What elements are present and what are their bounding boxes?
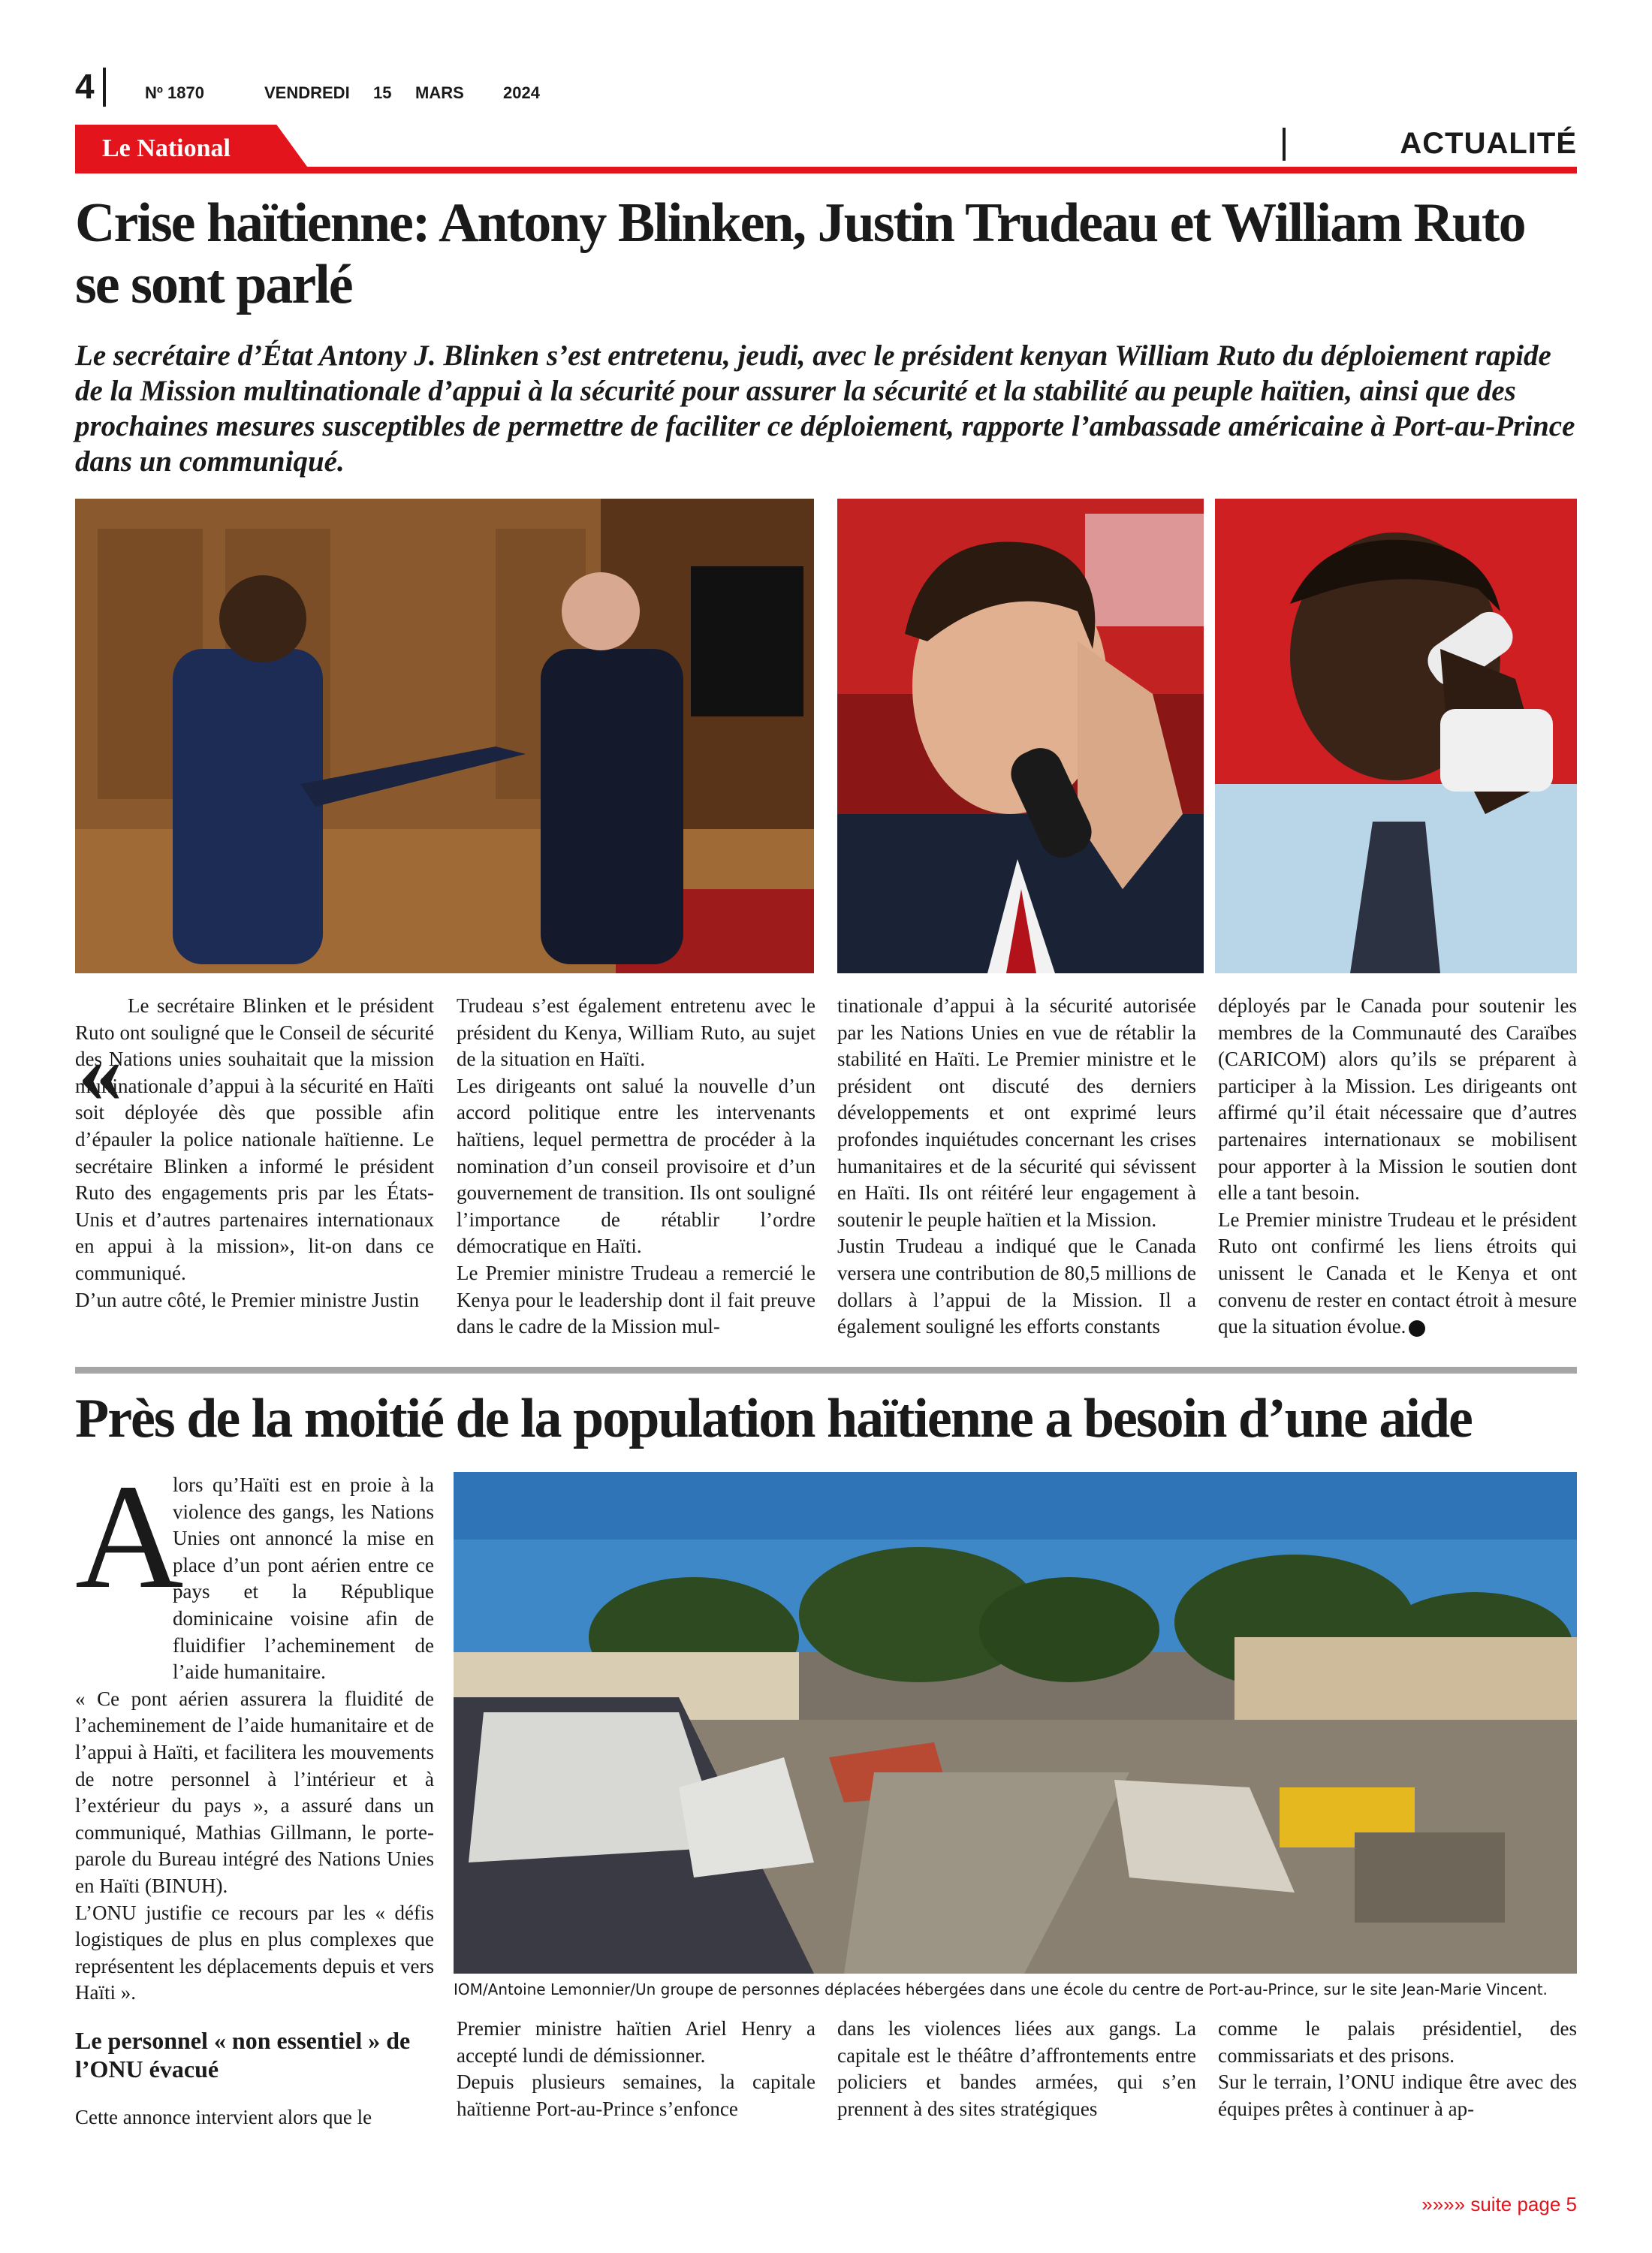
end-of-article-mark xyxy=(1409,1320,1425,1337)
issue-day: VENDREDI xyxy=(264,83,350,102)
issue-month: MARS xyxy=(415,83,464,102)
article2-dropcap: A xyxy=(75,1454,184,1620)
article2-paragraph-3: L’ONU justifie ce recours par les « défis logistiques de plus en plus complexes que représentent les déplacements depuis et vers Haïti ». xyxy=(75,1901,434,2004)
photo-trudeau-phone xyxy=(837,499,1204,973)
opening-quote-mark: « xyxy=(78,1023,122,1121)
article2-paragraph-2: « Ce pont aérien assurera la fluidité de l’acheminement de l’aide humanitaire et de l’appui à Haïti, et facilitera les mouvements de notre personnel à l’intérieur et à l’extérieur du pays », a assuré dans un communiqué, Mathias Gillmann, le porte-parole du Bureau intégré des Nations Unies en Haïti (BINUH). xyxy=(75,1687,434,1897)
article2-column-4 xyxy=(1218,2016,1577,2122)
article1-column-4 xyxy=(1218,993,1577,1341)
article1-col4-paragraph-2: Le Premier ministre Trudeau et le président Ruto ont confirmé les liens étroits qui unissent le Canada et le Kenya et ont convenu de rester en contact étroit à mesure que la situation évolue. xyxy=(1218,1208,1577,1338)
article1-col4-paragraph-1: déployés par le Canada pour soutenir les membres de la Communauté des Caraïbes (CARICOM) alors qu’ils se préparent à participer à la Mission. Les dirigeants ont affirmé qu’il était nécessaire que d’autres partenaires internationaux se mobilisent pour apporter à la Mission le soutien dont elle a tant besoin. xyxy=(1218,994,1577,1205)
article1-column-2 xyxy=(457,993,815,1341)
article1-column-3 xyxy=(837,993,1196,1341)
brand-name: Le National xyxy=(102,134,231,162)
article2-paragraph-4: Cette annonce intervient alors que le xyxy=(75,2105,372,2128)
article1-headline: Crise haïtienne: Antony Blinken, Justin Trudeau et William Ruto se sont parlé xyxy=(75,192,1525,315)
section-title: ACTUALITÉ xyxy=(1400,127,1577,160)
photo-displaced-camp xyxy=(454,1472,1577,1974)
article2-column-2 xyxy=(457,2016,815,2122)
page-number: 4 xyxy=(75,67,95,106)
page-number-divider xyxy=(103,68,106,107)
article1-column-1 xyxy=(75,993,434,1313)
article1-col2-paragraph-1: Trudeau s’est également entretenu avec le président du Kenya, William Ruto, au sujet de la situation en Haïti. xyxy=(457,994,815,1071)
header-red-rule xyxy=(75,167,1577,173)
article2-col2-paragraph-1: Premier ministre haïtien Ariel Henry a accepté lundi de démissionner. xyxy=(457,2017,815,2067)
issue-date: 15 xyxy=(373,83,392,102)
article-separator-rule xyxy=(75,1367,1577,1374)
article2-col3-paragraph-1: dans les violences liées aux gangs. La capitale est le théâtre d’affrontements entre policiers et bandes armées, qui s’en prennent à des sites stratégiques xyxy=(837,2017,1196,2120)
photo-caption: IOM/Antoine Lemonnier/Un groupe de personnes déplacées hébergées dans une école du centre de Port-au-Prince, sur le site Jean-Marie Vincent. xyxy=(454,1980,1548,1998)
article2-headline: Près de la moitié de la population haïtienne a besoin d’une aide xyxy=(75,1388,1472,1449)
article2-col4-paragraph-1: comme le palais présidentiel, des commissariats et des prisons. xyxy=(1218,2017,1577,2067)
issue-number: Nº 1870 xyxy=(145,83,204,102)
article1-col1-paragraph-1: Le secrétaire Blinken et le président Ruto ont souligné que le Conseil de sécurité des Nations unies souhaitait que la mission multinationale d’appui à la sécurité en Haïti soit déployée dès que possible afin d’épauler la police nationale haïtienne. Le secrétaire Blinken a informé le président Ruto des engagements pris par les États-Unis et d’autres partenaires internationaux en appui à la mission», lit-on dans ce communiqué. xyxy=(75,994,434,1284)
article1-col1-paragraph-2: D’un autre côté, le Premier ministre Justin xyxy=(75,1288,420,1311)
article2-column-3 xyxy=(837,2016,1196,2122)
article1-col2-paragraph-3: Le Premier ministre Trudeau a remercié le Kenya pour le leadership dont il fait preuve dans le cadre de la Mission mul- xyxy=(457,1261,815,1338)
section-divider xyxy=(1283,128,1286,161)
article1-lede: Le secrétaire d’État Antony J. Blinken s’est entretenu, jeudi, avec le président kenyan William Ruto du déploiement rapide de la Mission multinationale d’appui à la sécurité pour assurer la sécurité et la stabilité au peuple haïtien, ainsi que des prochaines mesures susceptibles de permettre de faciliter ce déploiement, rapporte l’ambassade américaine à Port-au-Prince dans un communiqué. xyxy=(75,339,1575,478)
article2-subhead: Le personnel « non essentiel » de l’ONU évacué xyxy=(75,2026,411,2083)
article2-paragraph-1: lors qu’Haïti est en proie à la violence des gangs, les Nations Unies ont annoncé la mise en place d’un pont aérien entre ce pays et la République dominicaine voisine afin de fluidifier l’acheminement de l’aide humanitaire. xyxy=(173,1473,434,1684)
article2-column-1 xyxy=(75,1454,434,2131)
article2-col2-paragraph-2: Depuis plusieurs semaines, la capitale haïtienne Port-au-Prince s’enfonce xyxy=(457,2071,815,2120)
article1-col3-paragraph-1: tinationale d’appui à la sécurité autorisée par les Nations Unies en vue de rétablir la stabilité en Haïti. Le Premier ministre et le président ont discuté des derniers développements et ont exprimé leurs profondes inquiétudes concernant les crises humanitaires et de la sécurité qui sévissent en Haïti. Ils ont réitéré leur engagement à soutenir le peuple haïtien et la Mission. xyxy=(837,994,1196,1231)
continued-on-page-link[interactable]: »»»» suite page 5 xyxy=(1421,2193,1577,2215)
article1-col3-paragraph-2: Justin Trudeau a indiqué que le Canada versera une contribution de 80,5 millions de dollars à l’appui de la Mission. Il a également souligné les efforts constants xyxy=(837,1235,1196,1338)
issue-year: 2024 xyxy=(503,83,540,102)
photo-blinken-ruto-handshake xyxy=(75,499,814,973)
photo-ruto-phone xyxy=(1215,499,1577,973)
article1-col2-paragraph-2: Les dirigeants ont salué la nouvelle d’un accord politique entre les intervenants haïtiens, lequel permettra de procéder à la nomination d’un conseil provisoire et d’un gouvernement de transition. Ils ont souligné l’importance de rétablir l’ordre démocratique en Haïti. xyxy=(457,1074,815,1258)
article2-col4-paragraph-2: Sur le terrain, l’ONU indique être avec des équipes prêtes à continuer à ap- xyxy=(1218,2071,1577,2120)
